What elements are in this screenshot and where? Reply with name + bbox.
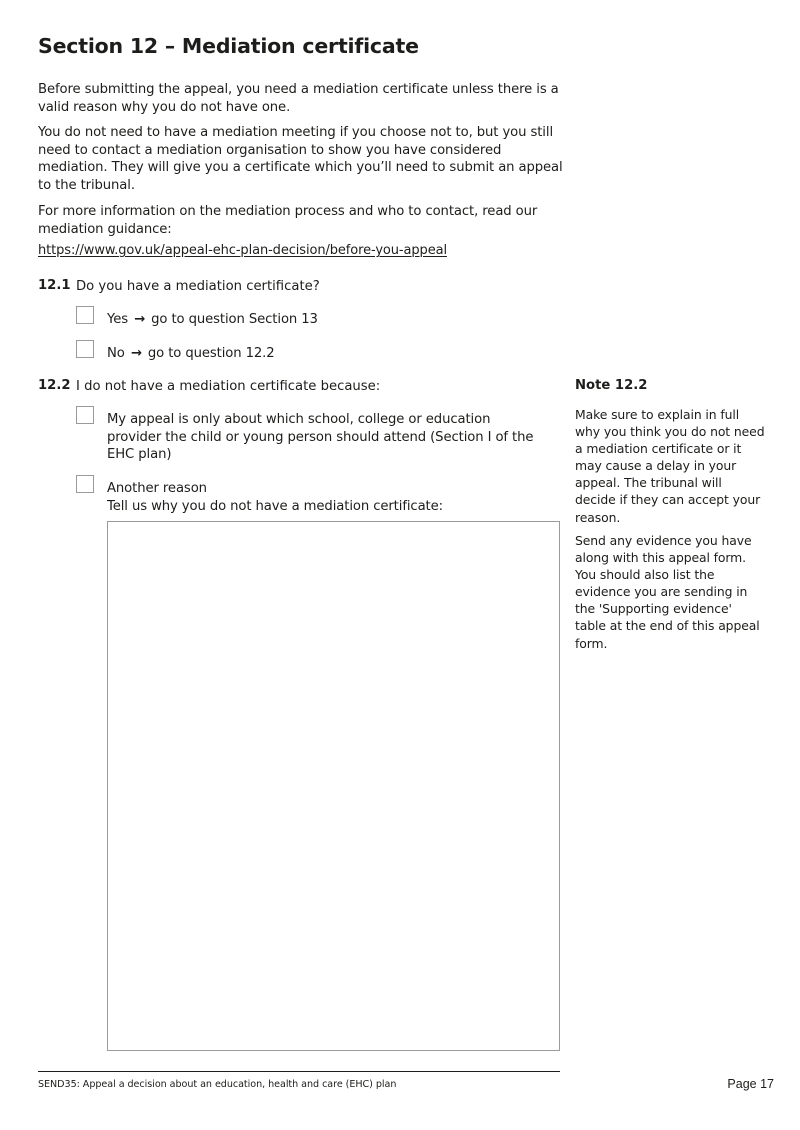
question-12-2-number: 12.2 bbox=[38, 378, 71, 393]
arrow-right-icon: → bbox=[130, 346, 142, 361]
checkbox-no[interactable] bbox=[76, 340, 94, 358]
question-12-1-number: 12.1 bbox=[38, 278, 71, 293]
footer-form-title: SEND35: Appeal a decision about an education, health and care (EHC) plan bbox=[38, 1079, 397, 1090]
question-12-2-text: I do not have a mediation certificate because: bbox=[76, 379, 381, 394]
option-no-label: No bbox=[107, 346, 125, 361]
note-paragraph-1: Make sure to explain in full why you think you do not need a mediation certificate or it may cause a delay in your appeal. The tribunal will decide if they can accept your reason. bbox=[575, 407, 765, 525]
page-number: Page 17 bbox=[727, 1077, 774, 1091]
checkbox-school-only[interactable] bbox=[76, 406, 94, 424]
reason-text-area[interactable] bbox=[107, 521, 560, 1051]
checkbox-another-reason[interactable] bbox=[76, 475, 94, 493]
option-no-goto: go to question 12.2 bbox=[147, 346, 275, 361]
another-reason-instruction: Tell us why you do not have a mediation certificate: bbox=[107, 499, 443, 514]
section-title: Section 12 – Mediation certificate bbox=[38, 34, 419, 58]
mediation-guidance-link[interactable]: https://www.gov.uk/appeal-ehc-plan-decision/before-you-appeal bbox=[38, 243, 447, 258]
checkbox-yes[interactable] bbox=[76, 306, 94, 324]
intro-paragraph-1: Before submitting the appeal, you need a mediation certificate unless there is a valid reason why you do not have one. bbox=[38, 82, 559, 115]
option-no bbox=[107, 345, 275, 363]
option-yes-label: Yes bbox=[107, 312, 128, 327]
option-school-only-label: My appeal is only about which school, college or education provider the child or young person should attend (Section I of the EHC plan) bbox=[107, 412, 534, 462]
footer-divider bbox=[38, 1071, 560, 1072]
question-12-1-text: Do you have a mediation certificate? bbox=[76, 279, 320, 294]
intro-paragraph-2: You do not need to have a mediation meeting if you choose not to, but you still need to contact a mediation organisation to show you have considered mediation. They will give you a certificate which you’ll need to submit an appeal to the tribunal. bbox=[38, 125, 563, 193]
note-paragraph-2: Send any evidence you have along with this appeal form. You should also list the evidence you are sending in the 'Supporting evidence' table at the end of this appeal form. bbox=[575, 533, 760, 651]
note-title: Note 12.2 bbox=[575, 378, 648, 393]
arrow-right-icon: → bbox=[134, 312, 146, 327]
option-another-reason-label: Another reason bbox=[107, 481, 207, 496]
option-yes-goto: go to question Section 13 bbox=[151, 312, 318, 327]
intro-paragraph-3: For more information on the mediation process and who to contact, read our mediation guidance: bbox=[38, 204, 538, 237]
option-yes bbox=[107, 311, 318, 329]
